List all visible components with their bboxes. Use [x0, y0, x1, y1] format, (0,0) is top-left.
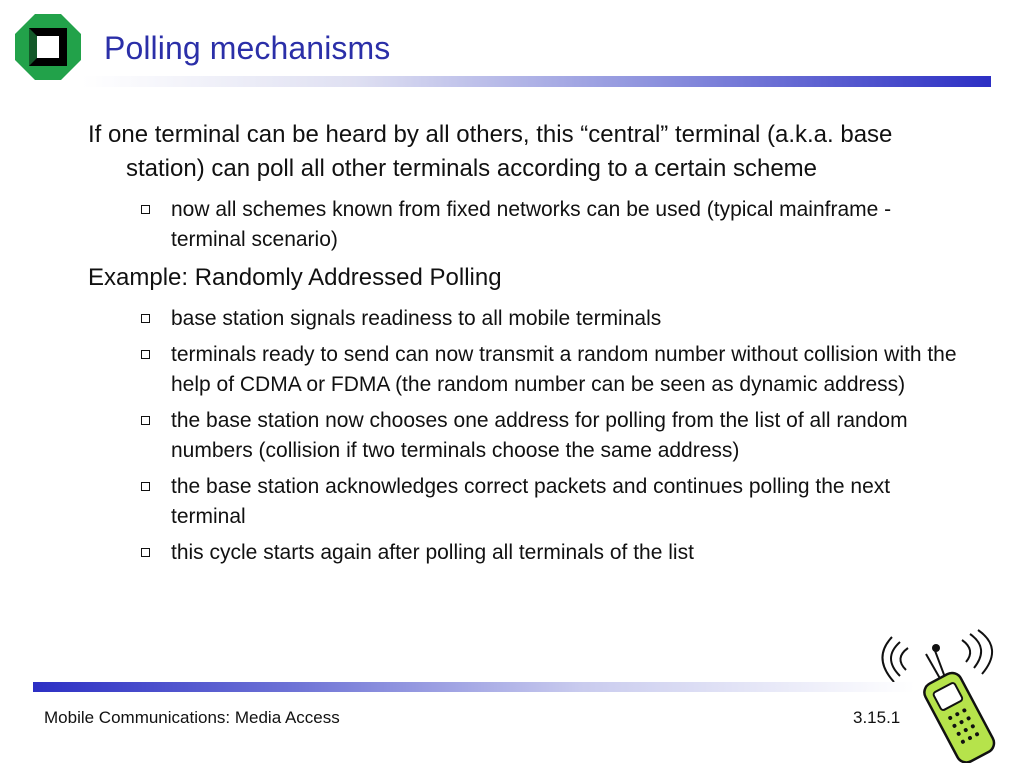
bullet-level2-chooses-address: [171, 406, 961, 466]
square-bullet-icon: [141, 416, 150, 425]
bullet-text: terminals ready to send can now transmit a random number without collision with the help of CDMA or FDMA (the random number can be seen as dynamic address): [171, 343, 957, 396]
bullet-level2-fixed-schemes: [171, 195, 961, 255]
square-bullet-icon: [141, 205, 150, 214]
footer-page-number: 3.15.1: [853, 708, 901, 727]
square-bullet-icon: [141, 314, 150, 323]
bullet-level2-signals-readiness: [171, 304, 961, 334]
mobile-phone-clipart-icon: [880, 628, 1020, 763]
bullet-level2-acknowledges: [171, 472, 961, 532]
bullet-text: base station signals readiness to all mobile terminals: [171, 307, 662, 330]
bullet-level1-example: Example: Randomly Addressed Polling: [88, 264, 502, 291]
square-bullet-icon: [141, 350, 150, 359]
slide-title: Polling mechanisms: [104, 30, 391, 66]
footer-course-title: Mobile Communications: Media Access: [44, 708, 340, 727]
bullet-text: now all schemes known from fixed networks can be used (typical mainframe - terminal scenario): [171, 198, 892, 251]
bullet-text: the base station acknowledges correct packets and continues polling the next terminal: [171, 475, 891, 528]
square-bullet-icon: [141, 548, 150, 557]
slide-content: [88, 118, 968, 574]
title-underline-bar: [82, 76, 991, 87]
university-logo-icon: [15, 14, 81, 80]
bullet-level2-cycle-restarts: [171, 538, 961, 568]
footer-bar: [33, 682, 915, 692]
square-bullet-icon: [141, 482, 150, 491]
bullet-text: the base station now chooses one address for polling from the list of all random numbers (collision if two terminals choose the same address): [171, 409, 908, 462]
bullet-level2-random-number: [171, 340, 961, 400]
bullet-text: this cycle starts again after polling all terminals of the list: [171, 541, 694, 564]
bullet-level1-central-terminal: If one terminal can be heard by all others, this “central” terminal (a.k.a. base station) can poll all other terminals according to a certain scheme: [88, 121, 893, 182]
